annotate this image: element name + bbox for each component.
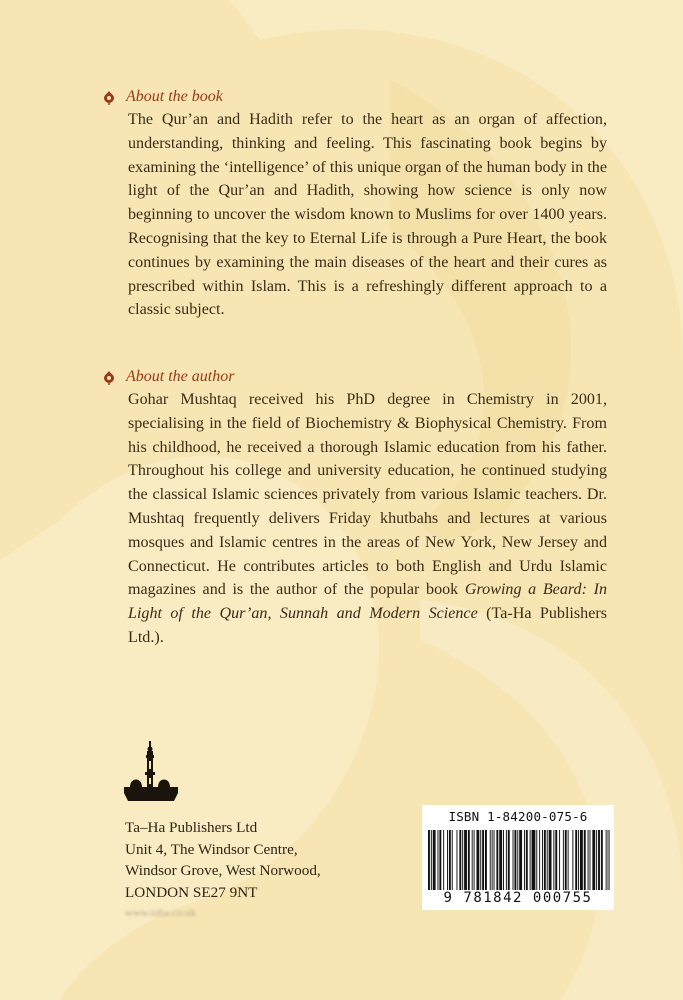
publisher-reference: (Ta-Ha Publishers Ltd.). [128, 605, 607, 646]
isbn-barcode [422, 805, 614, 910]
barcode-number: 9 781842 000755 [443, 890, 593, 906]
ornament-icon [101, 89, 117, 105]
publisher-website: www.taha.co.uk [125, 907, 197, 919]
about-author-text [128, 388, 607, 650]
about-author-section [103, 366, 607, 650]
book-title-reference: Growing a Beard: In Light of the Qur’an, Sunnah and Modern Science [128, 581, 607, 623]
publisher-name: Ta–Ha Publishers Ltd [125, 819, 258, 836]
publisher-address [125, 817, 321, 925]
about-book-section [103, 86, 607, 322]
about-book-title: About the book [126, 88, 223, 105]
address-line: Unit 4, The Windsor Centre, [125, 840, 298, 858]
author-bio: Gohar Mushtaq received his PhD degree in Chemistry in 2001, specialising in the field of Biochemistry & Biophysical Chemistry. From his childhood, he received a thorough Islamic education from his father. Throughout his college and university education, he continued studying the classical Islamic sciences privately from various Islamic teachers. Dr. Mushtaq frequently delivers Friday khutbahs and lectures at various mosques and Islamic centres in the areas of New York, New Jersey and Connecticut. He contributes articles to both English and Urdu Islamic magazines and is the author of the popular book [128, 391, 607, 599]
ornament-icon [101, 369, 117, 385]
isbn-label: ISBN 1-84200-075-6 [448, 809, 588, 824]
about-book-heading [101, 86, 607, 108]
about-author-heading [101, 366, 607, 388]
address-line: Windsor Grove, West Norwood, [125, 862, 321, 879]
address-line: LONDON SE27 9NT [125, 883, 258, 901]
about-author-title: About the author [126, 368, 235, 385]
publisher-logo [122, 741, 180, 805]
about-book-text: The Qur’an and Hadith refer to the heart as an organ of affection, understanding, thinking and feeling. This fascinating book begins by examining the ‘intelligence’ of this unique organ of the human body in the light of the Qur’an and Hadith, showing how science is only now beginning to uncover the wisdom known to Muslims for over 1400 years. Recognising that the key to Eternal Life is through a Pure Heart, the book continues by examining the main diseases of the heart and their cures as prescribed within Islam. This is a refreshingly different approach to a classic subject. [128, 111, 607, 319]
barcode-bars [428, 830, 610, 890]
